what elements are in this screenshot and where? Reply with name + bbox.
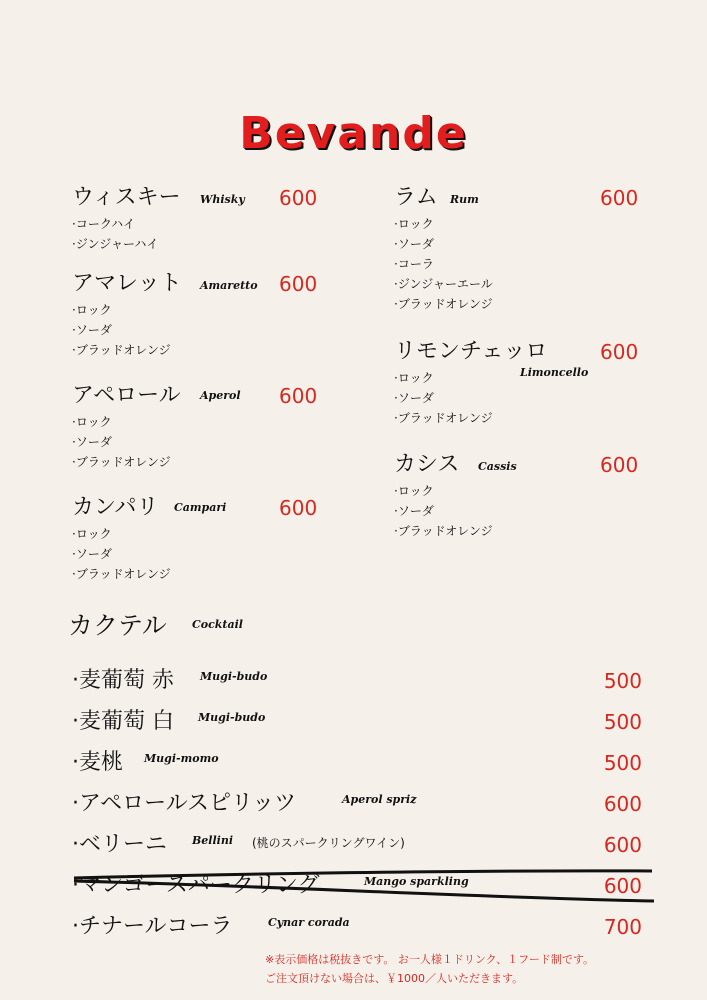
option-list — [72, 412, 332, 472]
option-item: ·ソーダ — [72, 547, 112, 561]
cocktail-name: ·チナールコーラ — [72, 914, 233, 939]
drink-name: カンパリ — [72, 495, 159, 520]
cocktail-price: 600 — [603, 874, 642, 898]
cocktail-latin-name: Mugi-budo — [198, 711, 266, 724]
option-item: ·ソーダ — [72, 435, 112, 449]
drink-latin-name: Aperol — [200, 389, 241, 402]
drink-name: カシス — [394, 452, 460, 477]
drink-campari — [72, 492, 332, 592]
drink-name: ウィスキー — [72, 185, 181, 210]
cocktail-latin-name: Mugi-momo — [144, 752, 219, 765]
drink-price: 600 — [279, 384, 318, 408]
option-item: ·ソーダ — [72, 323, 112, 337]
option-list — [72, 214, 332, 254]
option-item: ·ブラッドオレンジ — [72, 455, 171, 469]
option-item: ·ロック — [72, 415, 112, 429]
option-item: ·ブラッドオレンジ — [394, 411, 493, 425]
option-item: ·コーラ — [394, 257, 434, 271]
drink-latin-name: Rum — [450, 193, 479, 206]
strike-line-top — [74, 871, 652, 878]
cocktail-latin-name: Mango sparkling — [364, 875, 469, 888]
strikethrough-mark — [72, 868, 657, 908]
cocktail-note: (桃のスパークリングワイン) — [252, 836, 405, 850]
option-item: ·ブラッドオレンジ — [72, 567, 171, 581]
cocktail-price: 500 — [603, 751, 642, 775]
drink-amaretto — [72, 268, 332, 380]
cocktail-heading: カクテル — [68, 611, 167, 640]
option-item: ·ブラッドオレンジ — [72, 343, 171, 357]
option-item: ·ロック — [394, 484, 434, 498]
menu-title: Bevande — [239, 108, 468, 159]
drink-cassis — [394, 449, 644, 549]
option-item: ·ロック — [72, 527, 112, 541]
cocktail-item — [72, 787, 642, 821]
cocktail-name: ·ベリーニ — [72, 832, 167, 857]
option-item: ·ソーダ — [394, 237, 434, 251]
option-list — [394, 368, 644, 428]
option-item: ·ブラッドオレンジ — [394, 524, 493, 538]
drink-latin-name: Campari — [174, 501, 227, 514]
option-list — [72, 524, 332, 584]
cocktail-price: 600 — [603, 833, 642, 857]
drink-whisky — [72, 182, 332, 268]
drink-price: 600 — [279, 272, 318, 296]
drink-limoncello — [394, 336, 644, 449]
drink-price: 600 — [279, 186, 318, 210]
cocktail-item — [72, 664, 642, 698]
drink-name: アペロール — [72, 383, 181, 408]
option-item: ·コークハイ — [72, 217, 136, 231]
cocktail-latin-name: Cynar corada — [268, 916, 350, 929]
cocktail-latin-name: Aperol spriz — [342, 793, 417, 806]
option-item: ·ソーダ — [394, 391, 434, 405]
right-drink-column — [394, 182, 644, 549]
cocktail-name: ·マンゴースパークリング — [72, 873, 320, 898]
option-item: ·ジンジャーエール — [394, 277, 493, 291]
drink-price: 600 — [279, 496, 318, 520]
footer-note — [265, 950, 594, 988]
drink-name: アマレット — [72, 271, 182, 296]
option-list — [72, 300, 332, 360]
cocktail-item — [72, 910, 642, 944]
strike-line-bottom — [74, 881, 654, 901]
cocktail-name: ·麦桃 — [72, 750, 123, 775]
option-item: ·ブラッドオレンジ — [394, 297, 493, 311]
cocktail-item — [72, 705, 642, 739]
cocktail-item — [72, 746, 642, 780]
cocktail-name: ·麦葡萄 赤 — [72, 668, 174, 693]
footer-line-2: ご注文頂けない場合は、￥1000／人いただきます。 — [265, 972, 524, 985]
cocktail-price: 600 — [603, 792, 642, 816]
left-drink-column — [72, 182, 332, 592]
drink-price: 600 — [600, 186, 639, 210]
cocktail-name: ·麦葡萄 白 — [72, 709, 174, 734]
cocktail-price: 500 — [603, 669, 642, 693]
cocktail-latin-name: Bellini — [192, 834, 234, 847]
cocktail-item — [72, 828, 642, 862]
drink-aperol — [72, 380, 332, 492]
option-list — [394, 481, 644, 541]
drink-latin-name: Whisky — [200, 193, 245, 206]
drink-price: 600 — [600, 453, 639, 477]
drink-name: ラム — [394, 185, 438, 210]
drink-price: 600 — [600, 340, 639, 364]
option-list — [394, 214, 644, 314]
option-item: ·ロック — [394, 217, 434, 231]
drink-latin-name: Limoncello — [520, 366, 589, 379]
footer-line-1: ※表示価格は税抜きです。 お一人様１ドリンク、１フード制です。 — [265, 953, 594, 966]
cocktail-latin-name: Mugi-budo — [200, 670, 268, 683]
cocktail-latin-heading: Cocktail — [192, 618, 243, 631]
drink-latin-name: Cassis — [478, 460, 517, 473]
drink-latin-name: Amaretto — [200, 279, 258, 292]
option-item: ·ジンジャーハイ — [72, 237, 159, 251]
option-item: ·ソーダ — [394, 504, 434, 518]
cocktail-price: 700 — [603, 915, 642, 939]
cocktail-price: 500 — [603, 710, 642, 734]
drink-name: リモンチェッロ — [394, 339, 548, 364]
cocktail-name: ·アペロールスピリッツ — [72, 791, 297, 816]
option-item: ·ロック — [394, 371, 434, 385]
drink-rum — [394, 182, 644, 336]
option-item: ·ロック — [72, 303, 112, 317]
